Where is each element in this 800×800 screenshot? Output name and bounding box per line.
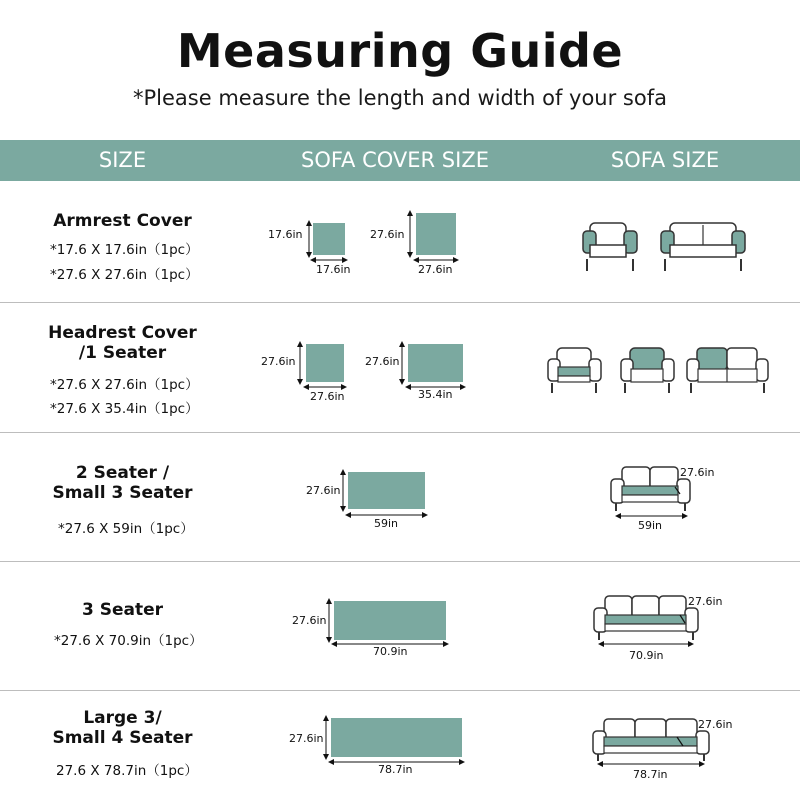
row-title-line: Armrest Cover — [53, 211, 192, 231]
table-row — [0, 303, 800, 433]
table-row — [0, 433, 800, 562]
cover-height-label: 27.6in — [289, 732, 324, 745]
row-dimension: *27.6 X 27.6in（1pc） — [50, 267, 199, 283]
page-title: Measuring Guide — [176, 24, 624, 78]
cover-width-label: 27.6in — [310, 390, 345, 403]
row-title-line: /1 Seater — [78, 343, 167, 363]
row-dimension: *27.6 X 59in（1pc） — [58, 521, 194, 537]
header-size: SIZE — [98, 148, 147, 172]
sofa-width-label: 59in — [638, 519, 663, 532]
row-dimension: 27.6 X 78.7in（1pc） — [56, 763, 198, 779]
row-title-line: Small 4 Seater — [52, 728, 193, 748]
sofa-width-label: 70.9in — [629, 649, 664, 662]
cover-width-label: 35.4in — [418, 388, 453, 401]
cover-height-label: 27.6in — [306, 484, 341, 497]
table-row — [0, 691, 800, 800]
row-title-line: 2 Seater / — [75, 463, 170, 483]
cover-width-label: 78.7in — [378, 763, 413, 776]
row-title-line: Small 3 Seater — [52, 483, 193, 503]
cover-width-label: 17.6in — [316, 263, 351, 276]
cover-width-label: 70.9in — [373, 645, 408, 658]
table-header — [0, 140, 800, 181]
cover-width-label: 27.6in — [418, 263, 453, 276]
cover-height-label: 27.6in — [365, 355, 400, 368]
cover-height-label: 27.6in — [292, 614, 327, 627]
row-dimension: *27.6 X 35.4in（1pc） — [50, 401, 199, 417]
table-row — [0, 562, 800, 691]
row-dimension: *27.6 X 70.9in（1pc） — [54, 633, 203, 649]
cover-height-label: 17.6in — [268, 228, 303, 241]
header-sofa-size: SOFA SIZE — [610, 148, 720, 172]
page-subtitle: *Please measure the length and width of your sofa — [133, 86, 667, 110]
row-dimension: *27.6 X 27.6in（1pc） — [50, 377, 199, 393]
row-title-line: Headrest Cover — [48, 323, 197, 343]
sofa-width-label: 78.7in — [633, 768, 668, 781]
cover-width-label: 59in — [374, 517, 399, 530]
sofa-depth-label: 27.6in — [698, 718, 733, 731]
header-cover-size: SOFA COVER SIZE — [301, 148, 489, 172]
sofa-depth-label: 27.6in — [680, 466, 715, 479]
row-title-line: 3 Seater — [81, 600, 164, 620]
cover-height-label: 27.6in — [261, 355, 296, 368]
cover-height-label: 27.6in — [370, 228, 405, 241]
table-row — [0, 181, 800, 303]
row-title-line: Large 3/ — [83, 708, 162, 728]
sofa-depth-label: 27.6in — [688, 595, 723, 608]
row-dimension: *17.6 X 17.6in（1pc） — [50, 242, 199, 258]
